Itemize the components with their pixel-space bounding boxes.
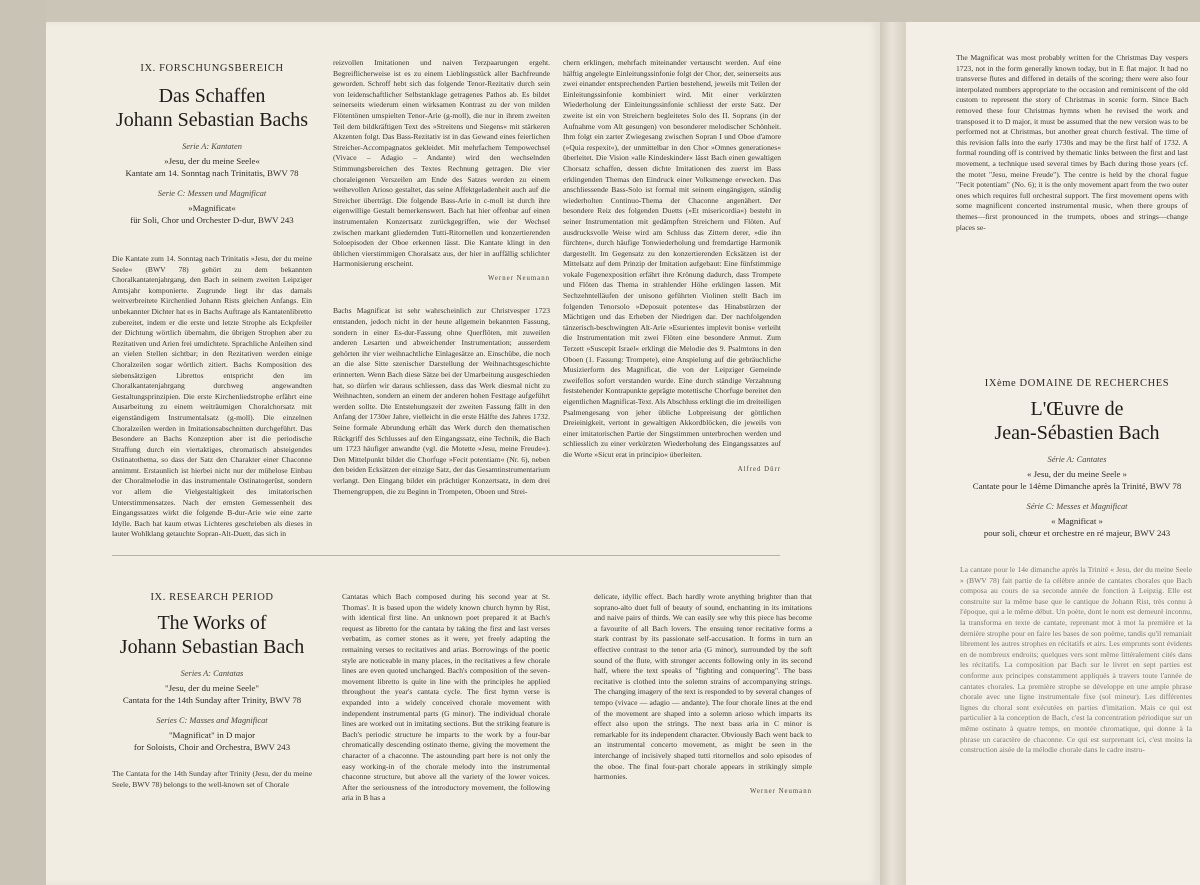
german-col3-text: chern erklingen, mehrfach miteinander vertauscht werden. Auf eine hälftig angelegte Einleitungssinfonie folgt der Chor, der, seinerseits aus zwei einander entsprechenden Partien bestehend, jeweils mit Teilen der Einleitungssinfonie kombiniert wird. Mit einer verkürzten Wiederholung der Einleitungssinfonie schliesst der erste Satz. Der zweite ist ein von Streichern begleitetes Solo des II. Soprans (in der Aufnahme vom Alt gesungen) von besonderer melodischer Schönheit. Ihm folgt ein zarter Zwiegesang zwischen Sopran I und Oboe d'amore (»Quia respexit«), der unmittelbar in den Chor »Omnes generationes« überleitet. Die Vision »alle Kindeskinder« lässt Bach einen gewaltigen Chorsatz schaffen, dessen dichte Imitationen des zuerst im Bass erklingenden Themas den Eindruck einer Volksmenge erwecken. Das anschliessende Bass-Solo ist formal mit seinem eingängigen, ständig wiederholten Continuo-Thema der Chaconne angenähert. Der besondere Reiz des folgenden Duetts (»Et misericordia«) besteht in seiner Instrumentation mit gedämpften Streichern und Flöten. Auf ausdrucksvolle Weise wird am Schluss das Zittern derer, »die ihn fürchten«, durch häufige Tonwiederholung und fremdartige Harmonik dargestellt. Im Gegensatz zu den konzertierenden Ecksätzen ist der Mittelsatz auf dem Prinzip der Imitation aufgebaut: Eine fünfstimmige vokale Fugenexposition erfährt ihre Krönung dadurch, dass Trompete und Flöten das Thema in strahlender Höhe erklingen lassen. Mit Sechzehntelläufen der unisono geführten Violinen stellt Bach im folgenden Tenorsolo »Deposuit potentes« das Hinabstürzen der Mächtigen und das Erheben der Niedrigen dar. Der nachfolgenden tänzerisch-beschwingten Alt-Arie »Esurientes implevit bonis« verleiht die Instrumentation mit zwei Flöten eine besondere Anmut. Zum Terzett »Suscepit Israel« erklingt die Melodie des 9. Psalmtons in den Oboen (1. Fassung: Trompete), eine Anspielung auf die gebräuchliche Musizierform des Magnificat, die von der Leipziger Gemeinde zweifellos sofort verstanden wurde. Eine durch ständige Verzahnung feststehender Kontrapunkte geprägte motettische Chorfuge bereitet den eigentlichen Magnificat-Text. Als Abschluss erklingt die im dreiteiligen Psalmengesang von jeher übliche Lobpreisung der göttlichen Dreieinigkeit, vertont in gewaltigen Akkordblöcken, die jeweils von einer imitatorischen Partie der Singstimmen unterbrochen werden und schliesslich zu einer verkürzten Wiederholung des Eingangssatzes auf die Worte »Sicut erat in principio« überleiten. (563, 58, 781, 459)
french-cantata-desc: Cantate pour le 14ème Dimanche après la Trinité, BWV 78 (972, 481, 1182, 491)
english-column-3 (594, 592, 812, 797)
english-serie-c: Series C: Masses and Magnificat (156, 716, 268, 725)
top-edge (0, 0, 1200, 22)
english-section-label: IX. RESEARCH PERIOD (150, 592, 274, 603)
english-col1-text: The Cantata for the 14th Sunday after Trinity (Jesu, der du meine Seele, BWV 78) belongs to the well-known set of Chorale (112, 769, 312, 789)
french-serie-a: Série A: Cantates (1047, 455, 1107, 464)
german-col2-top-text: reizvollen Imitationen und naiven Terzpaarungen ergeht. Begreiflicherweise ist es zu einem Lieblingsstück aller Bachfreunde geworden. Schroff hebt sich das folgende Tenor-Rezitativ durch sein von leidenschaftlicher Selbstanklage getragenes Pathos ab. Es bildet seinerseits wiederum einen wirksamen Kontrast zu der von milden Flötentönen umspielten Tenor-Arie (g-moll), die nur in ihrem zweiten Teil dem bildkräftigen Text des »Streitens und Siegens« mit stärkeren Akzenten folgt. Das Bass-Rezitativ ist in das Gewand eines feierlichen Streicher-Accompagnatos gekleidet. Mit mehrfachem Tempowechsel (Vivace – Adagio – Andante) wird den wechselnden Stimmungsbereichen des Textes Rechnung getragen. Die vier choraleigenen Verszeilen am Ende des Satzes werden zu einem weihevollen Arioso gestaltet, das seine Affektgeladenheit auch auf die Streicher überträgt. Die folgende Bass-Arie in c-moll ist durch ihre eigenwillige Gestalt bemerkenswert. Bach hat hier offenbar auf einen instrumentalen Konzertsatz zurückgegriffen, wie der Wechsel zwischen markant gliedernden Tutti-Ritornellen und konzertierenden Soloepisoden der Oboe erkennen lässt. Die Kantate klingt in den üblichen vierstimmigen Choralsatz aus, der hier in auffällig schlichter Harmonisierung erscheint. (333, 58, 550, 269)
french-body-text: La cantate pour le 14e dimanche après la Trinité « Jesu, der du meine Seele » (BWV 78) fait partie de la célèbre année de cantates chorales que Bach composa au cours de sa seconde année de fonction à Leipzig. Elle est construite sur la même base que le cantique de Johann Rist, très connu à l'époque, qui a le même début. Un poète, dont le nom est demeuré inconnu, la transforma en texte de cantate, reprenant mot à mot la première et la dernière strophe pour en faire les bases de son poème, tandis qu'il remaniait librement les autres strophes en récitatifs et airs. Les emprunts sont évidents en de nombreux endroits; quelques vers sont même littéralement cités dans les récitatifs. La composition par Bach sur le livret en sept parties est conforme aux principes constamment appliqués à travers toute l'année de cantates chorales. La première strophe se développe en une ample phrase chorale avec une ligne instrumentale fixe (sol mineur). Les différentes lignes du choral sont exécutées en parties d'imitation. Mais ce qui est particulier à la conception de Bach, c'est la concentration périodique sur un même ostinato à quatre temps, en montée chromatique, qui donne à la phrase un caractère de chaconne. Ce qui est surprenant ici, c'est moins la construction aisée de la mélodie chorale dans le cadre instru- (960, 565, 1192, 755)
english-col2-text: Cantatas which Bach composed during his second year at St. Thomas'. It is based upon the widely known church hymn by Rist, with identical first line. An unknown poet prepared it at Bach's request as libretto for the cantata by taking the first and last verses verbatim, as corner stones as it were, yet freely adapting the remaining verses to recitatives and arias. Borrowings of the poetic style are noticeable in many places, in the recitatives a few chorale lines are even quoted unchanged. Bach's composition of the seven-movement libretto is quite in line with the principles he applied throughout the year's cantata cycle. The first hymn verse is expanded into a widely conceived chorale movement with independent instrumental parts (G minor). The individual chorale lines are worked out in imitating sections. But the striking feature is Bach's periodic structure he imparts to the work by a four-bar chromatically descending ostinato theme, giving the movement the character of a chaconne. The astounding part here is not only the easy working-in of the chorale melody into the instrumental chaconne structure, but above all the variety of the lower voices. After the seriousness of the introductory movement, the following aria in B has a (342, 592, 550, 803)
german-col3-signature: Alfred Dürr (737, 465, 781, 473)
german-column-2 (333, 58, 550, 497)
section-divider (112, 555, 780, 556)
german-col1-text: Die Kantate zum 14. Sonntag nach Trinitatis »Jesu, der du meine Seele« (BWV 78) gehört zu dem bekannten Choralkantatenjahrgang, den Bach in seinem zweiten Leipziger Amtsjahr komponierte. Zugrunde liegt ihr das damals weitverbreitete Kirchenlied Johann Rists gleichen Anfangs. Ein unbekannter Dichter hat es in Bachs Auftrage als Kantatenlibretto zubereitet, indem er die erste und letzte Strophe als Eckpfeiler der Dichtung wörtlich übernahm, die übrigen Strophen aber zu Rezitativen und Arien frei umdichtete. Sprachliche Anleihen sind an vielen Stellen sichtbar; in den Rezitativen werden einige Choralzeilen sogar wörtlich zitiert. Bachs Komposition des siebensätzigen Librettos entspricht den im Choralkantatenjahrgang durchweg angewandten Gestaltungsprinzipien. Die erste Kirchenliedstrophe erfährt eine Ausarbeitung zu einem weiträumigen Choralchorsatz mit eigenständigem Instrumentalsatz (g-moll). Die einzelnen Choralzeilen werden in Imitationsabschnitten durchgeführt. Das Besondere an Bachs Konzeption aber ist die periodische Straffung durch ein viertaktiges, chromatisch absteigendes Ostinatothema, so dass der Satz den Charakter einer Chaconne annimmt. Erstaunlich ist hierbei nicht nur der mühelose Einbau der Choralmelodie in das instrumentale Ostinatogerüst, sondern vor allem die Vielgestaltigkeit des imitatorischen Unterstimmensatzes. Nach der ernsten Gemessenheit des Eingangssatzes wirkt die folgende B-dur-Arie wie eine zarte Idylle. Bach hat kaum etwas Lichteres geschrieben als dieses in lauter Wohlklang getauchte Sopran-Alt-Duett, das sich in (112, 254, 312, 539)
english-magnificat-desc: for Soloists, Choir and Orchestra, BWV 243 (133, 742, 291, 752)
right-english-column (956, 53, 1188, 233)
german-serie-a: Serie A: Kantaten (182, 142, 242, 151)
english-serie-a: Series A: Cantatas (180, 669, 244, 678)
french-magnificat-name: « Magnificat » (1051, 516, 1103, 526)
french-serie-c: Série C: Messes et Magnificat (1026, 502, 1128, 511)
german-title-1: Das Schaffen (158, 85, 266, 107)
right-english-text: The Magnificat was most probably written for the Christmas Day vespers 1723, not in the form generally known today, but in E flat major. It had no transverse flutes and differed in details of the scoring; there were also four interpolated numbers appropriate to the occasion and reminiscent of the old custom to represent the story of Christmas in scenic form. Since Bach removed these four Christmas hymns when he revised the work and transposed it to D major, it must be assumed that the new version was to be performed not at Christmas, but another great church festival. The time of this revision falls into the early 1730s and may be the first half of 1732. A formal rounding off is contrived by thematic links between the first and last movement, a technique used several times by Bach during those years (cf. the motet "Jesu, meine Freude"). The centre is held by the choral fugue "Fecit potentiam" (No. 6); it is the only movement apart from the two outer ones which requires full orchestral support. The first movement opens with some magnificent concerted instrumental music, when there groups of themes—first pronounced in the trumpets, oboes and strings—change places se- (956, 53, 1188, 232)
page-gutter (880, 22, 906, 885)
english-column-1 (112, 769, 312, 790)
french-magnificat-desc: pour soli, chœur et orchestre en ré majeur, BWV 243 (983, 528, 1171, 538)
english-cantata-desc: Cantata for the 14th Sunday after Trinity, BWV 78 (122, 695, 302, 705)
german-column-3 (563, 58, 781, 475)
german-serie-c: Serie C: Messen und Magnificat (157, 189, 267, 198)
german-title-2: Johann Sebastian Bachs (115, 109, 309, 131)
german-cantata-desc: Kantate am 14. Sonntag nach Trinitatis, BWV 78 (125, 168, 299, 178)
german-column-1 (112, 254, 312, 540)
french-title-1: L'Œuvre de (1030, 398, 1124, 420)
english-col3-text: delicate, idyllic effect. Bach hardly wrote anything brighter than that soprano-alto duet full of beauty of sound, enchanting in its imitations and naive pairs of thirds. We can easily see why this piece has become a favourite of all Bach lovers. The ensuing tenor recitative forms a stark contrast by its passionate self-accusation. It forms in turn an effective contrast to the tenor aria (G minor), surrounded by the soft sound of the flute, with stronger accents following only in its second half, where the text speaks of "fighting and conquering". The bass recitative is clothed into the solemn strains of accompanying strings. The changing imagery of the text is responded to by several changes of tempo (vivace — adagio — andante). The four chorale lines at the end of the movement are shaped into a solemn arioso which imparts its effect also upon the strings. The next bass aria in C minor is remarkable for its independent character. Obviously Bach went back to an instrumental concerto movement, as might be seen in the interchange of incisively shaped tutti ritornellos and solo episodes of the oboe. The final four-part chorale appears in strikingly simple harmonies. (594, 592, 812, 782)
french-header (960, 378, 1194, 539)
german-col2-bottom-text: Bachs Magnificat ist sehr wahrscheinlich zur Christvesper 1723 entstanden, jedoch nicht in der heute allgemein bekannten Fassung, sondern in einer Es-dur-Fassung ohne Querflöten, mit zuweilen anderen Lesarten und abweichender Instrumentation; ausserdem gehörten ihr vier weihnachtliche Einlagesätze an. Einschübe, die noch an die alse Sitte szenischer Darstellung der Weihnachtsgeschichte erinnerten. Wenn Bach diese Sätze bei der Umarbeitung ausgeschieden hat, so dürfen wir daraus schliessen, dass das Werk diesmal nicht zu Weihnachten, sondern an einem der anderen hohen Festtage aufgeführt werden sollte. Die Entstehungszeit der zweiten Fassung fällt in den Anfang der 1730er Jahre, vielleicht in die erste Hälfte des Jahres 1732. Seine formale Abrundung erhält das Werk durch den thematischen Rückgriff des Schlusses auf den Eingangssatz, eine Technik, die Bach um 1723 häufiger anwandte (vgl. die Motette »Jesu, meine Freude«). Den Mittelpunkt bildet die Chorfuge »Fecit potentiam« (Nr. 6), neben den beiden Ecksätzen der einzige Satz, der das Gesamtinstrumentarium verlangt. Den Eingang bildet ein prächtiger Konzertsatz, in dem drei Themengruppen, die zu Beginn in Trompeten, Oboen und Strei- (333, 306, 550, 496)
english-cantata-name: "Jesu, der du meine Seele" (165, 683, 259, 693)
french-cantata-name: « Jesu, der du meine Seele » (1027, 469, 1127, 479)
german-magnificat-desc: für Soli, Chor und Orchester D-dur, BWV 243 (130, 215, 294, 225)
french-title-2: Jean-Sébastien Bach (994, 422, 1160, 444)
english-title-2: Johann Sebastian Bach (119, 636, 305, 658)
german-cantata-name: »Jesu, der du meine Seele« (164, 156, 260, 166)
english-column-2 (342, 592, 550, 804)
german-section-label: IX. FORSCHUNGSBEREICH (140, 63, 284, 74)
left-edge (0, 0, 46, 885)
german-col2-signature: Werner Neumann (488, 274, 550, 282)
english-magnificat-name: "Magnificat" in D major (168, 730, 256, 740)
german-magnificat-name: »Magnificat« (188, 203, 236, 213)
french-section-label: IXème DOMAINE DE RECHERCHES (984, 378, 1170, 389)
german-header (112, 63, 312, 226)
english-col3-signature: Werner Neumann (750, 787, 812, 795)
english-title-1: The Works of (157, 612, 267, 634)
english-header (112, 592, 312, 790)
french-column (960, 565, 1192, 756)
